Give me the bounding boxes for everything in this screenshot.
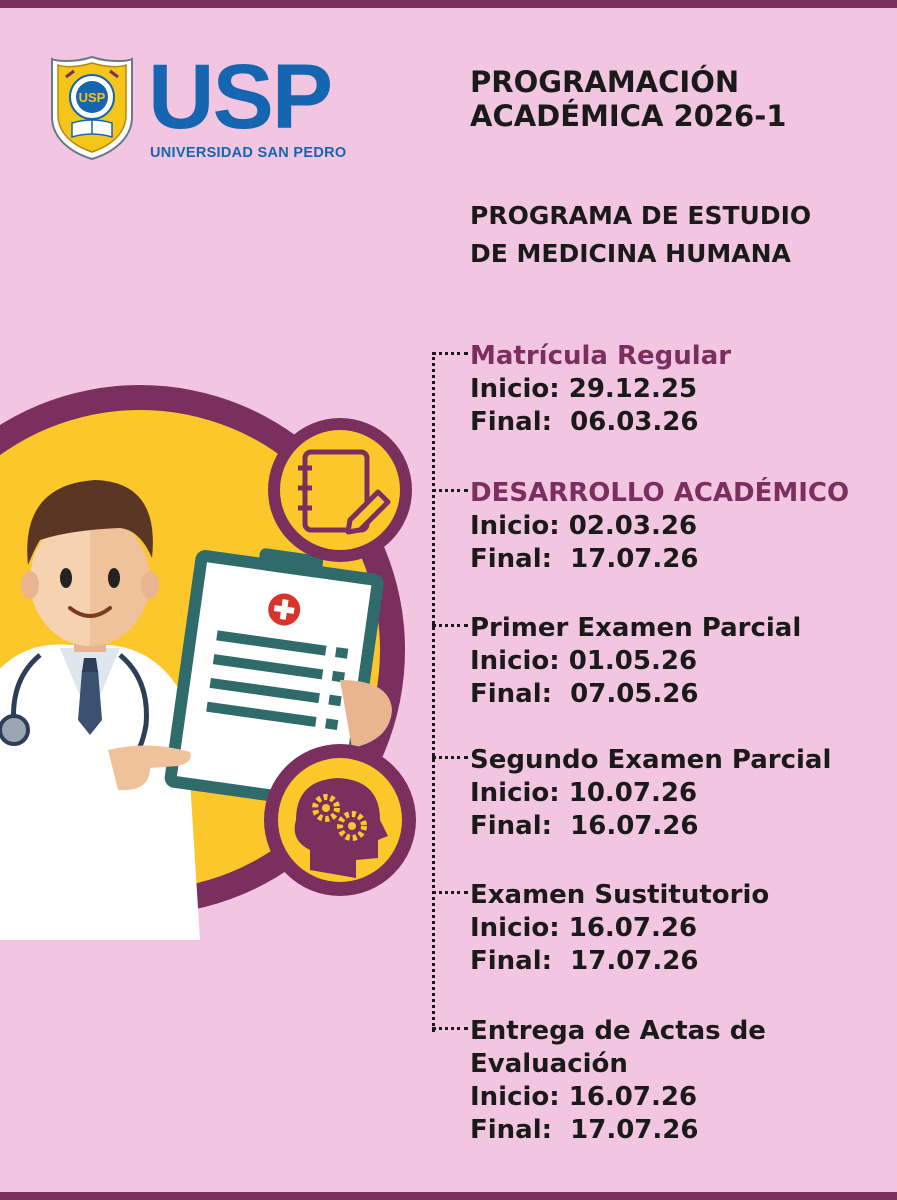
seal-text: USP — [78, 90, 106, 105]
event-end: Final: 17.07.26 — [470, 946, 699, 976]
event-end: Final: 17.07.26 — [470, 1115, 699, 1145]
event-start: Inicio: 10.07.26 — [470, 778, 698, 808]
event-title: Segundo Examen Parcial — [470, 745, 832, 775]
event-title: Examen Sustitutorio — [470, 880, 770, 910]
program-line-1: PROGRAMA DE ESTUDIO — [470, 201, 812, 230]
event-start: Inicio: 01.05.26 — [470, 646, 698, 676]
event-title: Matrícula Regular — [470, 341, 732, 371]
program-line-2: DE MEDICINA HUMANA — [470, 239, 791, 268]
event-end: Final: 16.07.26 — [470, 811, 699, 841]
university-logo — [50, 46, 380, 165]
page-title — [470, 65, 870, 133]
event-start: Inicio: 16.07.26 — [470, 1082, 698, 1112]
title-line-2: ACADÉMICA 2026-1 — [470, 99, 787, 133]
academic-timeline — [432, 340, 882, 1160]
event-end: Final: 07.05.26 — [470, 679, 699, 709]
event-start: Inicio: 02.03.26 — [470, 511, 698, 541]
notebook-pencil-icon — [268, 418, 412, 562]
event-title: DESARROLLO ACADÉMICO — [470, 478, 850, 508]
brand-name: USP — [148, 46, 332, 148]
university-seal-icon — [50, 55, 134, 161]
event-title: Entrega de Actas de — [470, 1016, 766, 1046]
event-end: Final: 17.07.26 — [470, 544, 699, 574]
event-title-line-2: Evaluación — [470, 1049, 628, 1079]
event-start: Inicio: 29.12.25 — [470, 374, 698, 404]
title-line-1: PROGRAMACIÓN — [470, 65, 740, 99]
top-border — [0, 0, 897, 8]
event-end: Final: 06.03.26 — [470, 407, 699, 437]
bottom-border — [0, 1192, 897, 1200]
timeline-line — [432, 352, 435, 1032]
brand-subtitle: UNIVERSIDAD SAN PEDRO — [150, 145, 347, 161]
event-title: Primer Examen Parcial — [470, 613, 802, 643]
event-start: Inicio: 16.07.26 — [470, 913, 698, 943]
doctor-illustration — [0, 380, 440, 940]
program-title — [470, 197, 870, 273]
head-gears-icon — [264, 744, 416, 896]
